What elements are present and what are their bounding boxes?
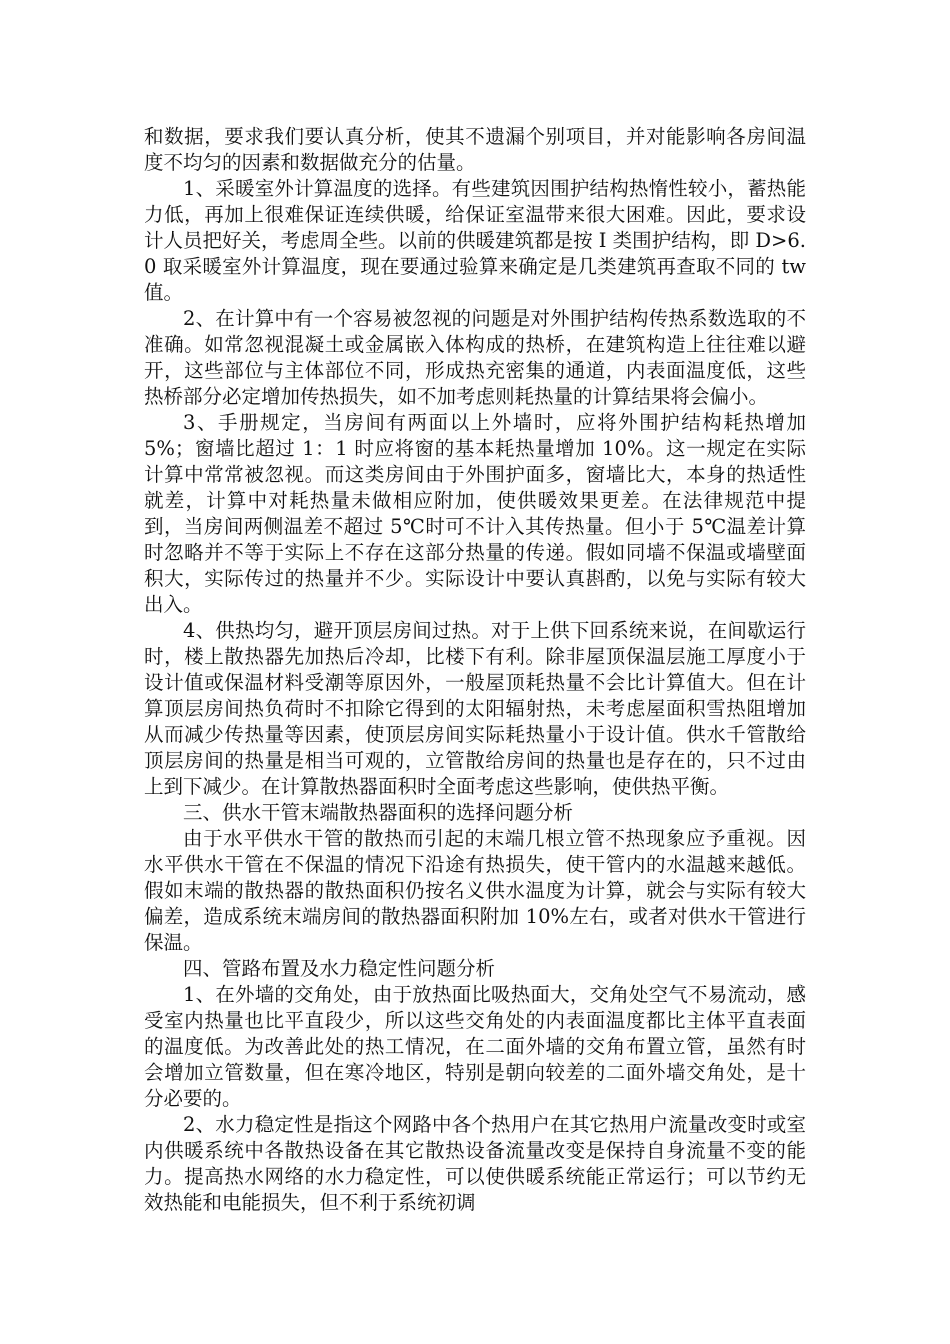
paragraph-continuation: 和数据，要求我们要认真分析，使其不遗漏个别项目，并对能影响各房间温度不均匀的因素和数据做充分的估量。 [144, 125, 806, 174]
section-heading-3: 三、供水干管末端散热器面积的选择问题分析 [183, 801, 574, 824]
paragraph-top-floor-heating: 4、供热均匀，避开顶层房间过热。对于上供下回系统来说，在间歇运行时，楼上散热器先加热后冷却，比楼下有利。除非屋顶保温层施工厚度小于设计值或保温材料受潮等原因外，一般屋顶耗热量不会比计算值大。但在计算顶层房间热负荷时不扣除它得到的太阳辐射热，未考虑屋面积雪热阻增加从而减少传热量等因素，使顶层房间实际耗热量小于设计值。供水千管散给顶层房间的热量是相当可观的，立管散给房间的热量也是存在的，只不过由上到下减少。在计算散热器面积时全面考虑这些影响，使供热平衡。 [144, 619, 806, 798]
paragraph-hydraulic-stability: 2、水力稳定性是指这个网路中各个热用户在其它热用户流量改变时或室内供暖系统中各散热设备在其它散热设备流量改变是保持自身流量不变的能力。提高热水网络的水力稳定性，可以使供暖系统能正常运行；可以节约无效热能和电能损失，但不利于系统初调 [144, 1113, 806, 1214]
paragraph-supply-main-radiator: 由于水平供水干管的散热而引起的末端几根立管不热现象应予重视。因水平供水干管在不保温的情况下沿途有热损失，使干管内的水温越来越低。假如末端的散热器的散热面积仍按名义供水温度为计算，就会与实际有较大偏差，造成系统末端房间的散热器面积附加 10%左右，或者对供水干管进行保温。 [144, 827, 806, 954]
document-page [144, 124, 806, 1216]
paragraph-heat-transfer-coefficient: 2、在计算中有一个容易被忽视的问题是对外围护结构传热系数选取的不准确。如常忽视混凝土或金属嵌入体构成的热桥，在建筑构造上往往难以避开，这些部位与主体部位不同，形成热充密集的通道，内表面温度低，这些热桥部分必定增加传热损失，如不加考虑则耗热量的计算结果将会偏小。 [144, 307, 806, 408]
section-heading-4: 四、管路布置及水力稳定性问题分析 [183, 957, 496, 980]
paragraph-corner-riser: 1、在外墙的交角处，由于放热面比吸热面大，交角处空气不易流动，感受室内热量也比平直段少，所以这些交角处的内表面温度都比主体平直表面的温度低。为改善此处的热工情况，在二面外墙的交角布置立管，虽然有时会增加立管数量，但在寒冷地区，特别是朝向较差的二面外墙交角处，是十分必要的。 [144, 983, 806, 1110]
paragraph-outdoor-temperature: 1、采暖室外计算温度的选择。有些建筑因围护结构热惰性较小，蓄热能力低，再加上很难保证连续供暖，给保证室温带来很大困难。因此，要求设计人员把好关，考虑周全些。以前的供暖建筑都是按 I 类围护结构，即 D>6.0 取采暖室外计算温度，现在要通过验算来确定是几类建筑再查取不同的 tw值。 [144, 177, 806, 304]
paragraph-exterior-wall-allowance: 3、手册规定，当房间有两面以上外墙时，应将外围护结构耗热增加 5%；窗墙比超过 1：1 时应将窗的基本耗热量增加 10%。这一规定在实际计算中常常被忽视。而这类房间由于外围护面多，窗墙比大，本身的热适性就差，计算中对耗热量未做相应附加，使供暖效果更差。在法律规范中提到，当房间两侧温差不超过 5℃时可不计入其传热量。但小于 5℃温差计算时忽略并不等于实际上不存在这部分热量的传递。假如同墙不保温或墙壁面积大，实际传过的热量并不少。实际设计中要认真斟酌，以免与实际有较大出入。 [144, 411, 806, 616]
